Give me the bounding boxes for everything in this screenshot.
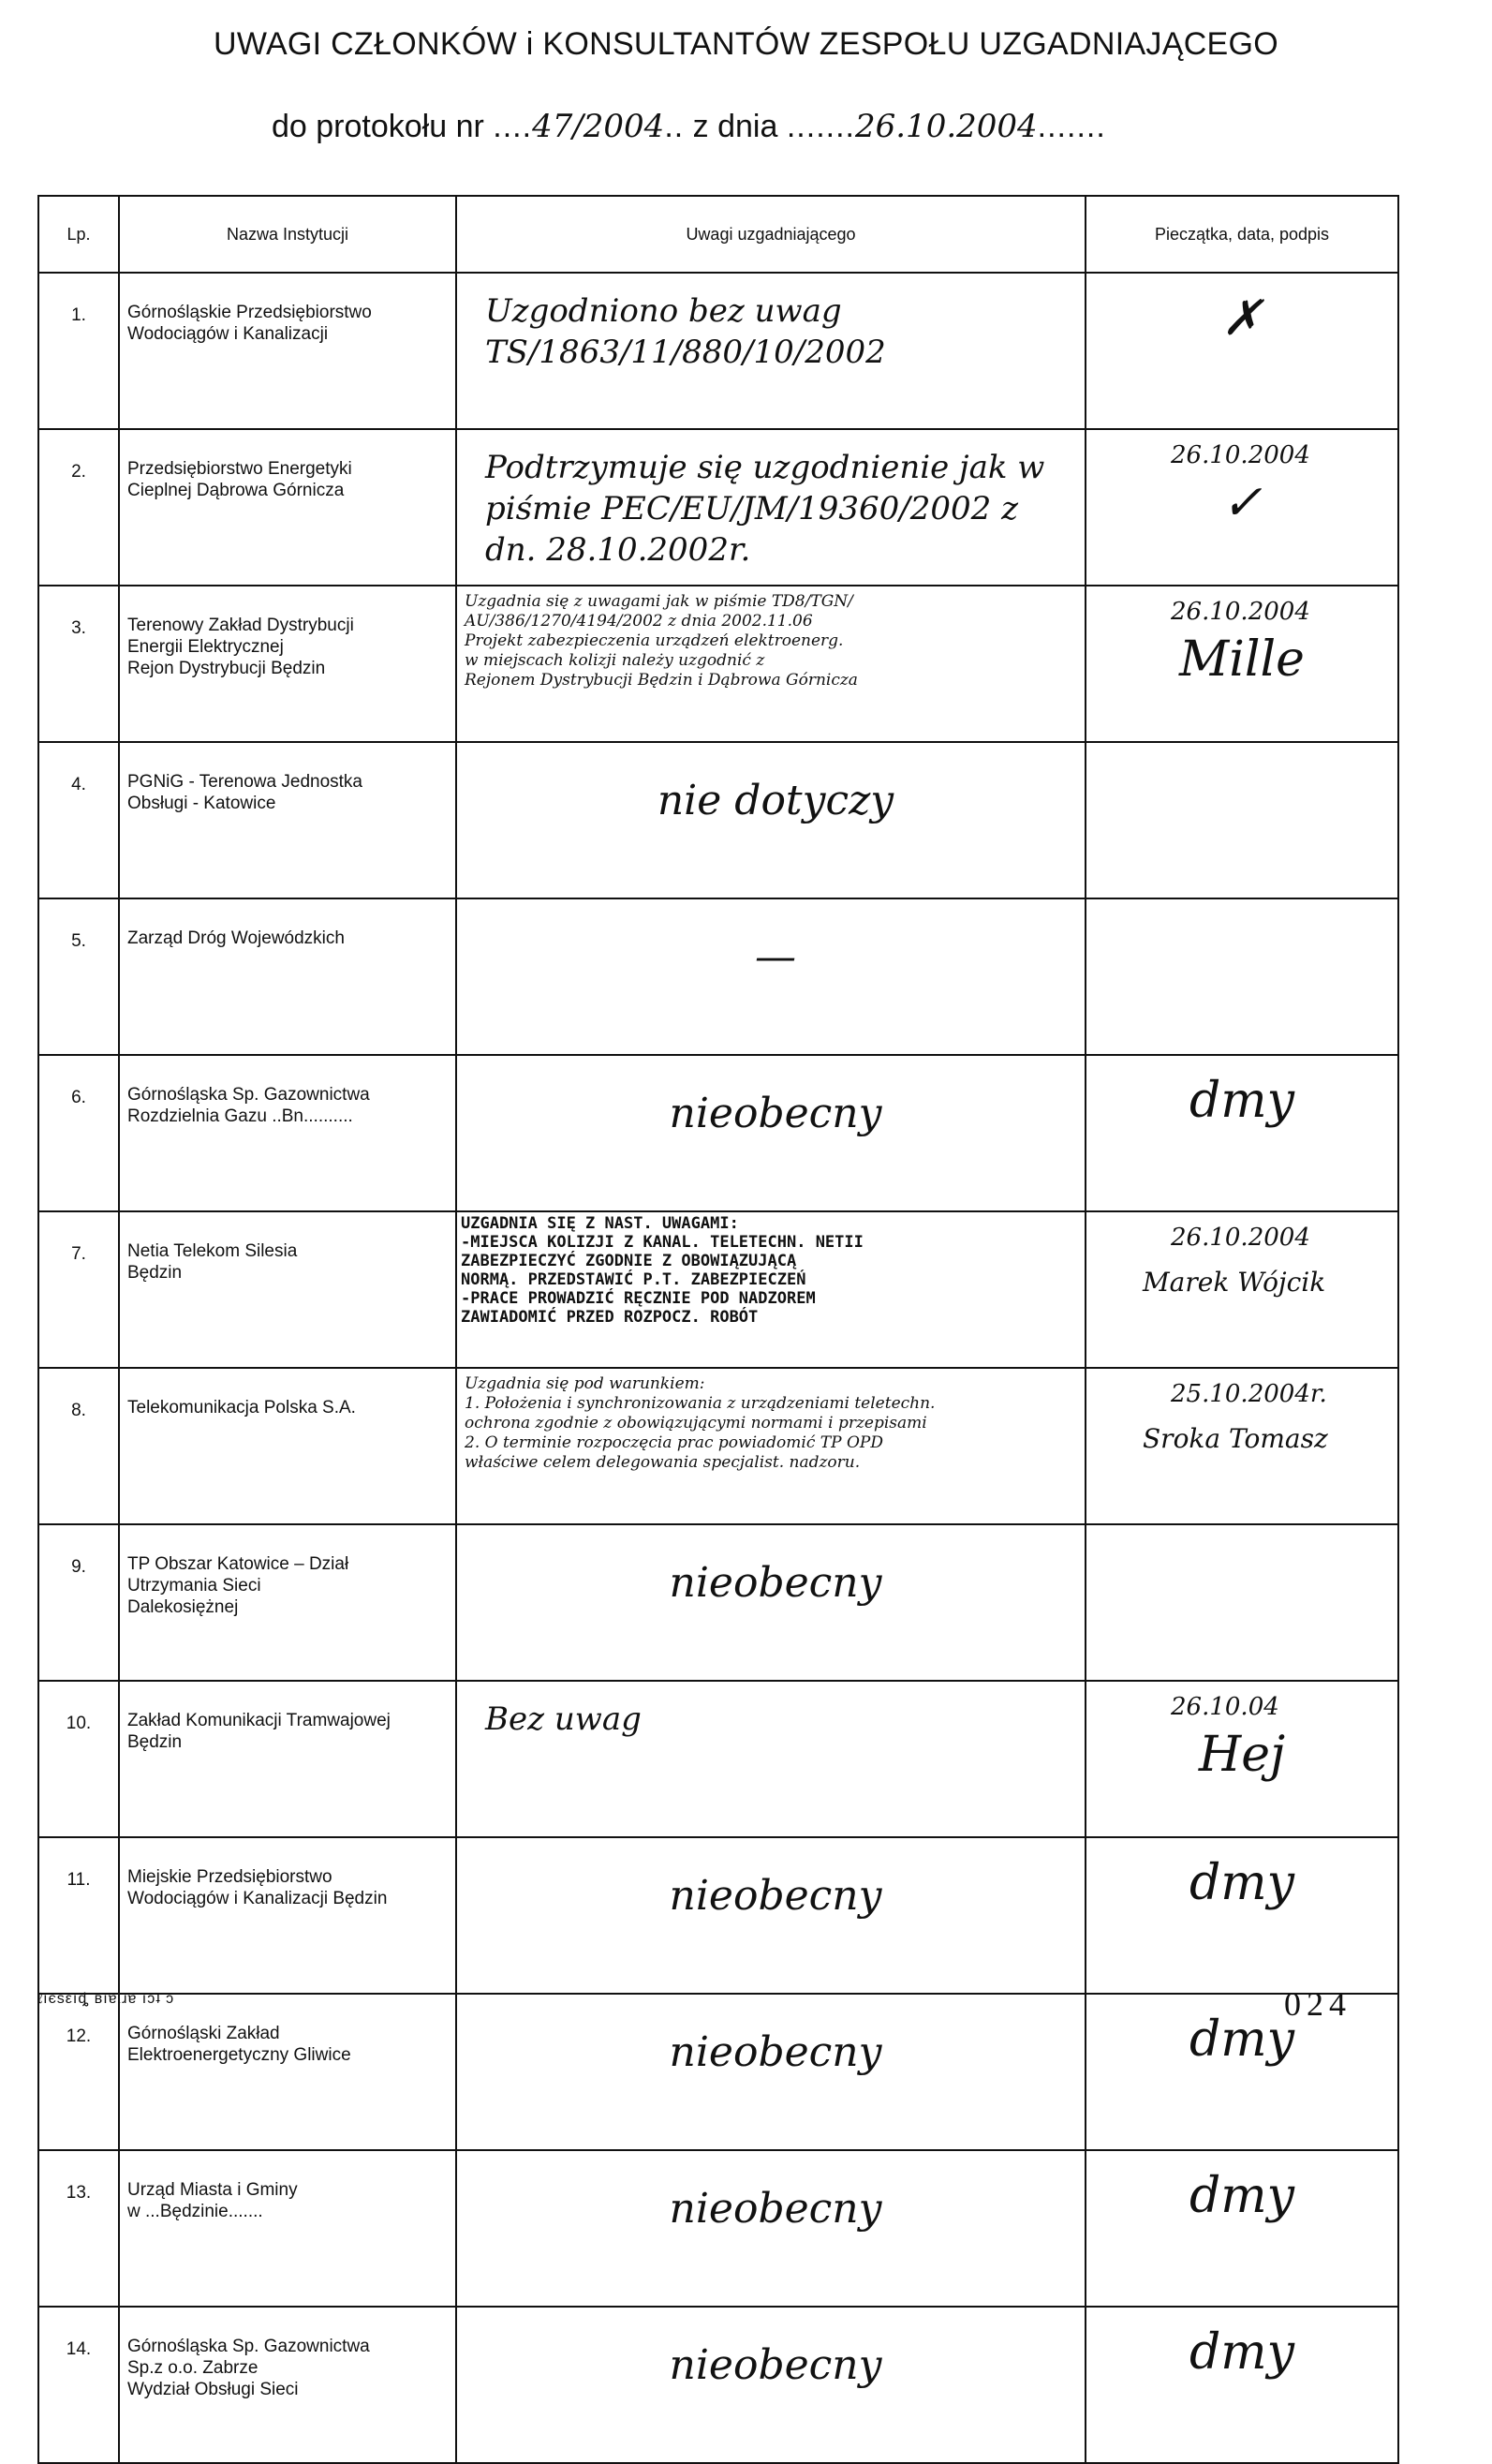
signature-cell (1086, 2307, 1398, 2463)
protocol-line: do protokołu nr ....47/2004.. z dnia .......26.10.2004....... (272, 108, 1106, 145)
remark-text: nieobecny (669, 2185, 882, 2233)
remark-cell (456, 1994, 1086, 2150)
signature-cell (1086, 586, 1398, 742)
table-row (38, 1837, 1398, 1994)
signature-mark (1086, 1536, 1397, 1542)
institution-name: Zarząd Dróg Wojewódzkich (119, 898, 456, 1055)
table-row (38, 898, 1398, 1055)
row-number: 12. (38, 1994, 119, 2150)
table-row (38, 742, 1398, 898)
protocol-date: 26.10.2004 (854, 108, 1038, 145)
signature-date (1086, 899, 1397, 911)
signature-date (1086, 1056, 1397, 1067)
signature-mark (1086, 911, 1397, 916)
signature-date: 26.10.2004 (1171, 441, 1310, 469)
signature-mark: Marek Wójcik (1143, 1267, 1326, 1298)
signature-mark: ✓ (1221, 475, 1263, 531)
table-row (38, 2307, 1398, 2463)
row-number: 10. (38, 1681, 119, 1837)
remark-cell (456, 429, 1086, 586)
signature-date (1086, 743, 1397, 754)
remark-text: — (755, 933, 796, 981)
remark-text: nieobecny (669, 1090, 882, 1137)
row-number: 5. (38, 898, 119, 1055)
remark-text: Uzgadnia się z uwagami jak w piśmie TD8/TGN/ AU/386/1270/4194/2002 z dnia 2002.11.06 Projekt zabezpieczenia urządzeń elektroenerg. w miejscach kolizji należy uzgodnić z Rejonem Dystrybucji Będzin i Dąbrowa Górnicza (465, 592, 858, 690)
footer-stamp-text: ℓıєsεıȡ вıɐιɹɐ ıɔʇ ɔ (37, 1991, 175, 2007)
remark-text: Bez uwag (485, 1700, 642, 1738)
row-number: 8. (38, 1368, 119, 1524)
institution-name: TP Obszar Katowice – Dział Utrzymania Sieci Dalekosiężnej (119, 1524, 456, 1681)
signature-mark: ✗ (1221, 290, 1263, 347)
signature-mark: Hej (1198, 1727, 1286, 1783)
signature-cell (1086, 898, 1398, 1055)
remark-text: nieobecny (669, 1872, 882, 1920)
institution-name: Netia Telekom Silesia Będzin (119, 1211, 456, 1368)
signature-date (1086, 2308, 1397, 2319)
row-number: 13. (38, 2150, 119, 2307)
signature-cell (1086, 273, 1398, 429)
date-prefix: z dnia (692, 109, 778, 144)
signature-date (1086, 1525, 1397, 1536)
institution-name: Górnośląska Sp. Gazownictwa Rozdzielnia Gazu ..Bn.......... (119, 1055, 456, 1211)
page-number: 024 (1284, 1985, 1352, 2023)
institution-name: Górnośląskie Przedsiębiorstwo Wodociągów i Kanalizacji (119, 273, 456, 429)
signature-cell (1086, 1368, 1398, 1524)
signature-cell (1086, 1055, 1398, 1211)
remark-text: nieobecny (669, 2341, 882, 2389)
remark-cell (456, 1837, 1086, 1994)
remark-cell (456, 898, 1086, 1055)
signature-date: 25.10.2004r. (1171, 1380, 1327, 1408)
remark-cell (456, 1681, 1086, 1837)
row-number: 11. (38, 1837, 119, 1994)
signature-mark (1086, 754, 1397, 760)
header-signature: Pieczątka, data, podpis (1086, 196, 1398, 273)
signature-cell (1086, 429, 1398, 586)
signature-cell (1086, 2150, 1398, 2307)
institution-name: Urząd Miasta i Gminy w ...Będzinie....... (119, 2150, 456, 2307)
remark-text: UZGADNIA SIĘ Z NAST. UWAGAMI: -MIEJSCA KOLIZJI Z KANAL. TELETECHN. NETII ZABEZPIECZYĆ ZGODNIE Z OBOWIĄZUJĄCĄ NORMĄ. PRZEDSTAWIĆ P.T. ZABEZPIECZEŃ -PRACE PROWADZIĆ RĘCZNIE POD NADZOREM ZAWIADOMIĆ PRZED ROZPOCZ. ROBÓT (461, 1214, 864, 1327)
table-row (38, 586, 1398, 742)
header-institution: Nazwa Instytucji (119, 196, 456, 273)
signature-date (1086, 2151, 1397, 2162)
signature-mark: Mille (1179, 631, 1305, 688)
signature-cell (1086, 1681, 1398, 1837)
remark-text: Uzgodniono bez uwag TS/1863/11/880/10/2002 (485, 292, 886, 371)
protocol-number: 47/2004 (532, 108, 665, 145)
signature-cell (1086, 1211, 1398, 1368)
institution-name: Górnośląski Zakład Elektroenergetyczny Gliwice (119, 1994, 456, 2150)
row-number: 4. (38, 742, 119, 898)
signature-mark: dmy (1189, 2011, 1294, 2068)
table-row (38, 1524, 1398, 1681)
institution-name: Przedsiębiorstwo Energetyki Cieplnej Dąbrowa Górnicza (119, 429, 456, 586)
remark-cell (456, 586, 1086, 742)
remark-cell (456, 742, 1086, 898)
row-number: 2. (38, 429, 119, 586)
remark-cell (456, 1055, 1086, 1211)
signature-mark: dmy (1189, 2324, 1294, 2381)
remark-text: nie dotyczy (657, 777, 894, 824)
remark-cell (456, 273, 1086, 429)
table-row (38, 1211, 1398, 1368)
remark-cell (456, 1368, 1086, 1524)
signature-date: 26.10.04 (1171, 1693, 1279, 1721)
table-header-row (38, 196, 1398, 273)
institution-name: Miejskie Przedsiębiorstwo Wodociągów i Kanalizacji Będzin (119, 1837, 456, 1994)
signature-mark: dmy (1189, 1073, 1294, 1129)
institution-name: Zakład Komunikacji Tramwajowej Będzin (119, 1681, 456, 1837)
row-number: 6. (38, 1055, 119, 1211)
table-row (38, 1681, 1398, 1837)
table-row (38, 1368, 1398, 1524)
signature-cell (1086, 1837, 1398, 1994)
table-row (38, 1055, 1398, 1211)
row-number: 9. (38, 1524, 119, 1681)
header-lp: Lp. (38, 196, 119, 273)
remark-text: Uzgadnia się pod warunkiem: 1. Położenia i synchronizowania z urządzeniami teletechn. ochrona zgodnie z obowiązującymi normami i przepisami 2. O terminie rozpoczęcia prac powiadomić TP OPD właściwe celem delegowania specjalist. nadzoru. (465, 1374, 936, 1472)
protocol-prefix: do protokołu nr (272, 109, 484, 144)
signature-cell (1086, 1524, 1398, 1681)
row-number: 7. (38, 1211, 119, 1368)
signature-mark: Sroka Tomasz (1143, 1423, 1328, 1454)
remark-cell (456, 1211, 1086, 1368)
row-number: 14. (38, 2307, 119, 2463)
row-number: 1. (38, 273, 119, 429)
table-row (38, 1994, 1398, 2150)
signature-date (1086, 274, 1397, 285)
remark-cell (456, 2307, 1086, 2463)
signature-date: 26.10.2004 (1171, 1224, 1310, 1252)
institution-name: Górnośląska Sp. Gazownictwa Sp.z o.o. Zabrze Wydział Obsługi Sieci (119, 2307, 456, 2463)
institution-name: Telekomunikacja Polska S.A. (119, 1368, 456, 1524)
agreement-table (37, 195, 1399, 2464)
document-title: UWAGI CZŁONKÓW i KONSULTANTÓW ZESPOŁU UZGADNIAJĄCEGO (213, 26, 1279, 62)
remark-text: nieobecny (669, 2028, 882, 2076)
row-number: 3. (38, 586, 119, 742)
signature-cell (1086, 742, 1398, 898)
remark-text: nieobecny (669, 1559, 882, 1607)
institution-name: PGNiG - Terenowa Jednostka Obsługi - Katowice (119, 742, 456, 898)
remark-cell (456, 2150, 1086, 2307)
remark-text: Podtrzymuje się uzgodnienie jak w piśmie PEC/EU/JM/19360/2002 z dn. 28.10.2002r. (485, 449, 1045, 569)
signature-date (1086, 1838, 1397, 1849)
remark-cell (456, 1524, 1086, 1681)
table-row (38, 2150, 1398, 2307)
table-row (38, 429, 1398, 586)
signature-mark: dmy (1189, 1855, 1294, 1911)
signature-mark: dmy (1189, 2168, 1294, 2224)
signature-date: 26.10.2004 (1171, 598, 1310, 626)
header-remarks: Uwagi uzgadniającego (456, 196, 1086, 273)
table-row (38, 273, 1398, 429)
institution-name: Terenowy Zakład Dystrybucji Energii Elektrycznej Rejon Dystrybucji Będzin (119, 586, 456, 742)
